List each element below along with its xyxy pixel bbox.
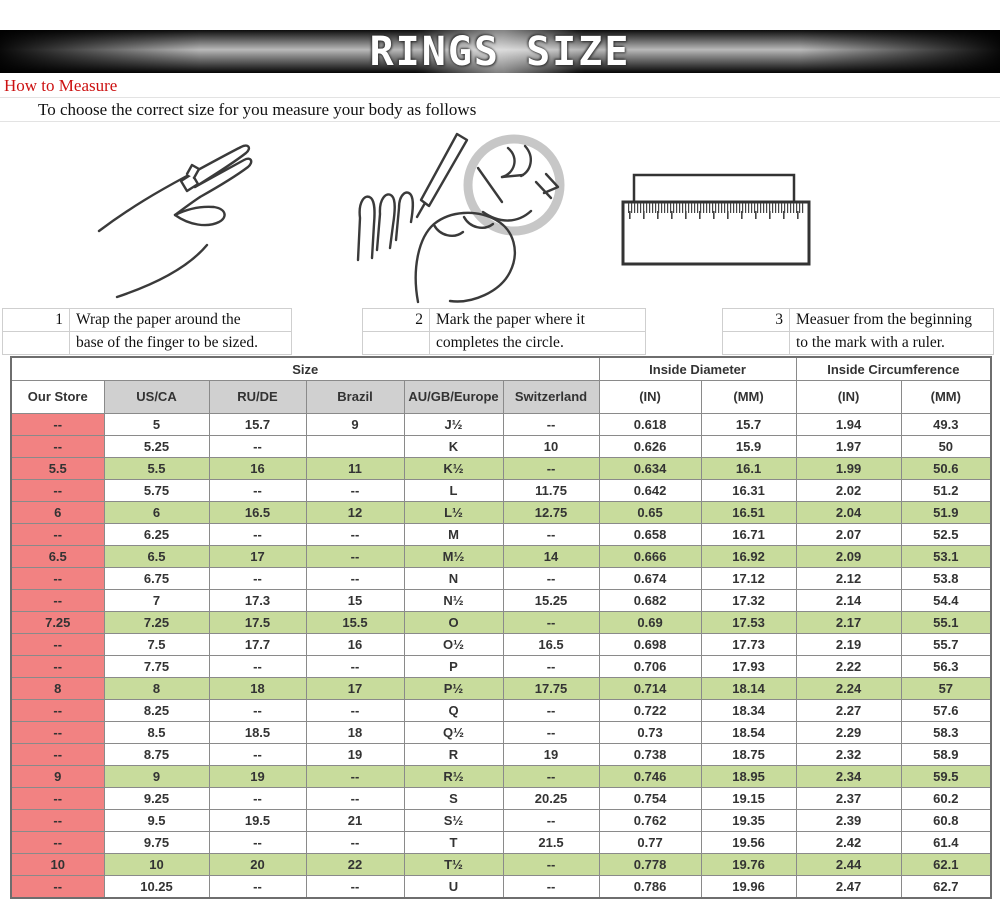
table-cell: 0.746 <box>599 766 701 788</box>
table-cell: -- <box>306 788 404 810</box>
table-cell: 6.5 <box>104 546 209 568</box>
table-cell: 2.22 <box>796 656 901 678</box>
table-cell: 60.2 <box>901 788 991 810</box>
table-cell: 17.73 <box>701 634 796 656</box>
table-cell: 2.29 <box>796 722 901 744</box>
table-cell: 10 <box>503 436 599 458</box>
table-cell: -- <box>11 524 104 546</box>
table-cell: 19.96 <box>701 876 796 899</box>
table-cell: 9.25 <box>104 788 209 810</box>
table-row <box>11 414 991 436</box>
table-cell: 0.658 <box>599 524 701 546</box>
table-row <box>11 744 991 766</box>
column-header-row <box>11 381 991 414</box>
table-cell: O <box>404 612 503 634</box>
step-number: 3 <box>723 309 789 331</box>
table-cell: 2.27 <box>796 700 901 722</box>
column-header: Our Store <box>11 381 104 414</box>
table-cell: 8 <box>104 678 209 700</box>
table-cell: -- <box>306 832 404 854</box>
table-cell: 15.5 <box>306 612 404 634</box>
table-cell: 0.634 <box>599 458 701 480</box>
table-cell: 10.25 <box>104 876 209 899</box>
table-cell: 9 <box>104 766 209 788</box>
table-cell: 2.02 <box>796 480 901 502</box>
table-cell: 10 <box>104 854 209 876</box>
table-cell: 62.7 <box>901 876 991 899</box>
table-cell: -- <box>306 546 404 568</box>
table-cell: -- <box>209 480 306 502</box>
table-cell: 5.25 <box>104 436 209 458</box>
table-row <box>11 458 991 480</box>
table-row <box>11 546 991 568</box>
table-cell: 7.25 <box>104 612 209 634</box>
table-cell: 51.9 <box>901 502 991 524</box>
table-cell: -- <box>306 568 404 590</box>
table-cell: 8.75 <box>104 744 209 766</box>
table-cell: 0.786 <box>599 876 701 899</box>
table-cell: 0.674 <box>599 568 701 590</box>
table-row <box>11 788 991 810</box>
group-header: Size <box>11 357 599 381</box>
table-row <box>11 766 991 788</box>
table-cell: 16.92 <box>701 546 796 568</box>
table-cell: O½ <box>404 634 503 656</box>
step-text-line1: Mark the paper where it <box>430 309 645 331</box>
table-cell: 1.97 <box>796 436 901 458</box>
table-cell: U <box>404 876 503 899</box>
table-cell: 60.8 <box>901 810 991 832</box>
table-cell: 19 <box>209 766 306 788</box>
table-cell: 0.642 <box>599 480 701 502</box>
table-cell: 0.738 <box>599 744 701 766</box>
table-cell: 17.75 <box>503 678 599 700</box>
table-cell: M <box>404 524 503 546</box>
table-cell: R <box>404 744 503 766</box>
ring-size-table <box>10 356 992 899</box>
table-cell: 0.714 <box>599 678 701 700</box>
table-cell: -- <box>209 568 306 590</box>
table-cell: 2.39 <box>796 810 901 832</box>
table-cell: -- <box>503 810 599 832</box>
table-cell: 11.75 <box>503 480 599 502</box>
table-cell: T <box>404 832 503 854</box>
table-cell: S <box>404 788 503 810</box>
table-cell: 9.75 <box>104 832 209 854</box>
table-cell: 18 <box>306 722 404 744</box>
table-cell: 9 <box>11 766 104 788</box>
table-cell: 17.12 <box>701 568 796 590</box>
table-cell: 2.24 <box>796 678 901 700</box>
table-cell: 0.762 <box>599 810 701 832</box>
table-cell: 12 <box>306 502 404 524</box>
table-cell <box>306 436 404 458</box>
table-cell: 6 <box>104 502 209 524</box>
table-cell: 17.7 <box>209 634 306 656</box>
how-to-measure-heading: How to Measure <box>4 76 118 95</box>
table-cell: 8.5 <box>104 722 209 744</box>
table-cell: 16.5 <box>503 634 599 656</box>
table-cell: 18.5 <box>209 722 306 744</box>
table-cell: 7.5 <box>104 634 209 656</box>
table-cell: -- <box>306 766 404 788</box>
table-row <box>11 436 991 458</box>
table-cell: K½ <box>404 458 503 480</box>
column-header: RU/DE <box>209 381 306 414</box>
table-cell: 0.778 <box>599 854 701 876</box>
table-cell: -- <box>11 634 104 656</box>
table-cell: -- <box>503 876 599 899</box>
empty-cell <box>3 332 69 354</box>
table-cell: 15.25 <box>503 590 599 612</box>
table-row <box>11 568 991 590</box>
table-cell: P½ <box>404 678 503 700</box>
magnifier-circle-icon <box>468 139 560 231</box>
table-cell: 1.94 <box>796 414 901 436</box>
table-cell: Q <box>404 700 503 722</box>
step-1 <box>2 308 292 355</box>
table-cell: 9 <box>306 414 404 436</box>
table-cell: 2.17 <box>796 612 901 634</box>
table-cell: 0.666 <box>599 546 701 568</box>
table-cell: 6.5 <box>11 546 104 568</box>
column-header: Brazil <box>306 381 404 414</box>
table-cell: 16 <box>306 634 404 656</box>
table-cell: 17.93 <box>701 656 796 678</box>
table-cell: 5.5 <box>104 458 209 480</box>
table-cell: -- <box>11 656 104 678</box>
table-cell: -- <box>306 876 404 899</box>
table-cell: 19 <box>306 744 404 766</box>
table-cell: 5.75 <box>104 480 209 502</box>
column-header: Switzerland <box>503 381 599 414</box>
table-cell: 6 <box>11 502 104 524</box>
table-cell: -- <box>11 722 104 744</box>
table-cell: 54.4 <box>901 590 991 612</box>
table-cell: -- <box>209 656 306 678</box>
empty-cell <box>723 332 789 354</box>
table-cell: -- <box>11 414 104 436</box>
table-cell: 16.31 <box>701 480 796 502</box>
table-cell: -- <box>11 876 104 899</box>
step-2 <box>362 308 646 355</box>
table-cell: 17.32 <box>701 590 796 612</box>
table-cell: 0.65 <box>599 502 701 524</box>
table-cell: -- <box>209 876 306 899</box>
table-cell: -- <box>503 722 599 744</box>
table-cell: M½ <box>404 546 503 568</box>
table-cell: 14 <box>503 546 599 568</box>
table-cell: 0.77 <box>599 832 701 854</box>
table-cell: 15 <box>306 590 404 612</box>
table-cell: 20.25 <box>503 788 599 810</box>
table-body <box>11 414 991 899</box>
column-header: US/CA <box>104 381 209 414</box>
table-cell: 21 <box>306 810 404 832</box>
table-cell: 62.1 <box>901 854 991 876</box>
mark-paper-illustration <box>330 130 580 305</box>
table-row <box>11 590 991 612</box>
table-cell: 7.75 <box>104 656 209 678</box>
table-cell: 19.56 <box>701 832 796 854</box>
table-cell: 57 <box>901 678 991 700</box>
table-cell: -- <box>209 436 306 458</box>
table-cell: -- <box>306 524 404 546</box>
table-cell: 17.53 <box>701 612 796 634</box>
table-cell: 0.626 <box>599 436 701 458</box>
table-cell: 0.73 <box>599 722 701 744</box>
table-cell: -- <box>503 612 599 634</box>
table-row <box>11 722 991 744</box>
step-text-line1: Measuer from the beginning <box>790 309 993 331</box>
table-cell: 10 <box>11 854 104 876</box>
table-cell: 0.754 <box>599 788 701 810</box>
table-cell: 51.2 <box>901 480 991 502</box>
table-cell: 0.706 <box>599 656 701 678</box>
table-cell: 0.722 <box>599 700 701 722</box>
table-cell: 2.47 <box>796 876 901 899</box>
table-cell: 2.14 <box>796 590 901 612</box>
table-cell: 2.34 <box>796 766 901 788</box>
table-cell: N½ <box>404 590 503 612</box>
table-cell: 12.75 <box>503 502 599 524</box>
table-cell: S½ <box>404 810 503 832</box>
table-cell: -- <box>503 568 599 590</box>
table-cell: 6.25 <box>104 524 209 546</box>
table-cell: 1.99 <box>796 458 901 480</box>
table-cell: 7 <box>104 590 209 612</box>
table-cell: 16.5 <box>209 502 306 524</box>
table-cell: 0.682 <box>599 590 701 612</box>
table-cell: 50 <box>901 436 991 458</box>
table-cell: 20 <box>209 854 306 876</box>
table-row <box>11 480 991 502</box>
table-cell: 2.37 <box>796 788 901 810</box>
table-cell: 18 <box>209 678 306 700</box>
table-cell: 16.1 <box>701 458 796 480</box>
table-cell: 59.5 <box>901 766 991 788</box>
table-cell: 19.15 <box>701 788 796 810</box>
table-cell: 2.32 <box>796 744 901 766</box>
step-text-line2: to the mark with a ruler. <box>790 332 993 354</box>
table-cell: 53.8 <box>901 568 991 590</box>
table-cell: 8.25 <box>104 700 209 722</box>
table-cell: 55.1 <box>901 612 991 634</box>
table-cell: 2.07 <box>796 524 901 546</box>
table-cell: P <box>404 656 503 678</box>
divider <box>0 97 1000 98</box>
table-cell: 11 <box>306 458 404 480</box>
table-cell: 18.54 <box>701 722 796 744</box>
table-cell: 19.76 <box>701 854 796 876</box>
table-cell: -- <box>503 414 599 436</box>
step-number: 1 <box>3 309 69 331</box>
table-cell: -- <box>306 656 404 678</box>
table-row <box>11 832 991 854</box>
table-cell: 16 <box>209 458 306 480</box>
table-cell: 2.12 <box>796 568 901 590</box>
table-cell: 17 <box>306 678 404 700</box>
table-cell: J½ <box>404 414 503 436</box>
step-text-line1: Wrap the paper around the <box>70 309 291 331</box>
table-cell: 8 <box>11 678 104 700</box>
step-3 <box>722 308 994 355</box>
table-row <box>11 700 991 722</box>
table-cell: 5.5 <box>11 458 104 480</box>
table-row <box>11 524 991 546</box>
table-row <box>11 634 991 656</box>
table-cell: 5 <box>104 414 209 436</box>
table-cell: -- <box>503 656 599 678</box>
table-cell: -- <box>11 480 104 502</box>
column-header: (IN) <box>599 381 701 414</box>
table-cell: 57.6 <box>901 700 991 722</box>
table-cell: -- <box>209 832 306 854</box>
table-cell: 18.14 <box>701 678 796 700</box>
table-cell: 17 <box>209 546 306 568</box>
hand-paper-illustration <box>95 133 295 303</box>
table-cell: 7.25 <box>11 612 104 634</box>
table-cell: -- <box>209 524 306 546</box>
table-cell: -- <box>11 788 104 810</box>
table-cell: 55.7 <box>901 634 991 656</box>
group-header: Inside Diameter <box>599 357 796 381</box>
table-cell: 50.6 <box>901 458 991 480</box>
table-cell: 15.7 <box>701 414 796 436</box>
table-row <box>11 876 991 899</box>
table-cell: 17.5 <box>209 612 306 634</box>
table-cell: -- <box>11 832 104 854</box>
table-row <box>11 678 991 700</box>
table-cell: 18.75 <box>701 744 796 766</box>
table-cell: 16.51 <box>701 502 796 524</box>
table-cell: 58.3 <box>901 722 991 744</box>
step-text-line2: base of the finger to be sized. <box>70 332 291 354</box>
column-header: (IN) <box>796 381 901 414</box>
ruler-illustration <box>620 170 820 272</box>
table-cell: K <box>404 436 503 458</box>
table-cell: 2.19 <box>796 634 901 656</box>
table-cell: 16.71 <box>701 524 796 546</box>
table-cell: 2.09 <box>796 546 901 568</box>
table-cell: 52.5 <box>901 524 991 546</box>
table-cell: -- <box>11 568 104 590</box>
group-header-row <box>11 357 991 381</box>
table-cell: 2.44 <box>796 854 901 876</box>
table-cell: 15.9 <box>701 436 796 458</box>
table-cell: 9.5 <box>104 810 209 832</box>
table-cell: N <box>404 568 503 590</box>
column-header: AU/GB/Europe <box>404 381 503 414</box>
table-cell: -- <box>11 436 104 458</box>
empty-cell <box>363 332 429 354</box>
table-cell: -- <box>306 480 404 502</box>
measure-instruction-text: To choose the correct size for you measure your body as follows <box>38 100 477 119</box>
table-cell: -- <box>503 524 599 546</box>
table-cell: -- <box>209 788 306 810</box>
table-cell: 19.5 <box>209 810 306 832</box>
banner <box>0 30 1000 73</box>
table-cell: -- <box>503 458 599 480</box>
table-cell: -- <box>503 700 599 722</box>
table-row <box>11 502 991 524</box>
column-header: (MM) <box>901 381 991 414</box>
table-header <box>11 357 991 414</box>
table-row <box>11 656 991 678</box>
divider <box>0 121 1000 122</box>
table-cell: 0.69 <box>599 612 701 634</box>
page-title: RINGS SIZE <box>369 28 631 75</box>
table-cell: 2.42 <box>796 832 901 854</box>
table-cell: 19 <box>503 744 599 766</box>
table-cell: T½ <box>404 854 503 876</box>
table-cell: 61.4 <box>901 832 991 854</box>
table-cell: 53.1 <box>901 546 991 568</box>
table-row <box>11 854 991 876</box>
table-cell: 58.9 <box>901 744 991 766</box>
table-cell: 56.3 <box>901 656 991 678</box>
table-cell: 22 <box>306 854 404 876</box>
table-row <box>11 612 991 634</box>
table-row <box>11 810 991 832</box>
step-number: 2 <box>363 309 429 331</box>
table-cell: -- <box>11 810 104 832</box>
table-cell: -- <box>503 854 599 876</box>
table-cell: L½ <box>404 502 503 524</box>
table-cell: -- <box>11 700 104 722</box>
column-header: (MM) <box>701 381 796 414</box>
table-cell: -- <box>503 766 599 788</box>
table-cell: 18.95 <box>701 766 796 788</box>
table-cell: 0.698 <box>599 634 701 656</box>
table-cell: -- <box>11 590 104 612</box>
table-cell: Q½ <box>404 722 503 744</box>
table-cell: 49.3 <box>901 414 991 436</box>
table-cell: 15.7 <box>209 414 306 436</box>
group-header: Inside Circumference <box>796 357 991 381</box>
table-cell: 21.5 <box>503 832 599 854</box>
table-cell: -- <box>209 700 306 722</box>
step-text-line2: completes the circle. <box>430 332 645 354</box>
table-cell: 18.34 <box>701 700 796 722</box>
table-cell: 2.04 <box>796 502 901 524</box>
table-cell: 6.75 <box>104 568 209 590</box>
table-cell: -- <box>209 744 306 766</box>
table-cell: 19.35 <box>701 810 796 832</box>
table-cell: L <box>404 480 503 502</box>
table-cell: -- <box>306 700 404 722</box>
table-cell: R½ <box>404 766 503 788</box>
table-cell: 17.3 <box>209 590 306 612</box>
table-cell: 0.618 <box>599 414 701 436</box>
table-cell: -- <box>11 744 104 766</box>
